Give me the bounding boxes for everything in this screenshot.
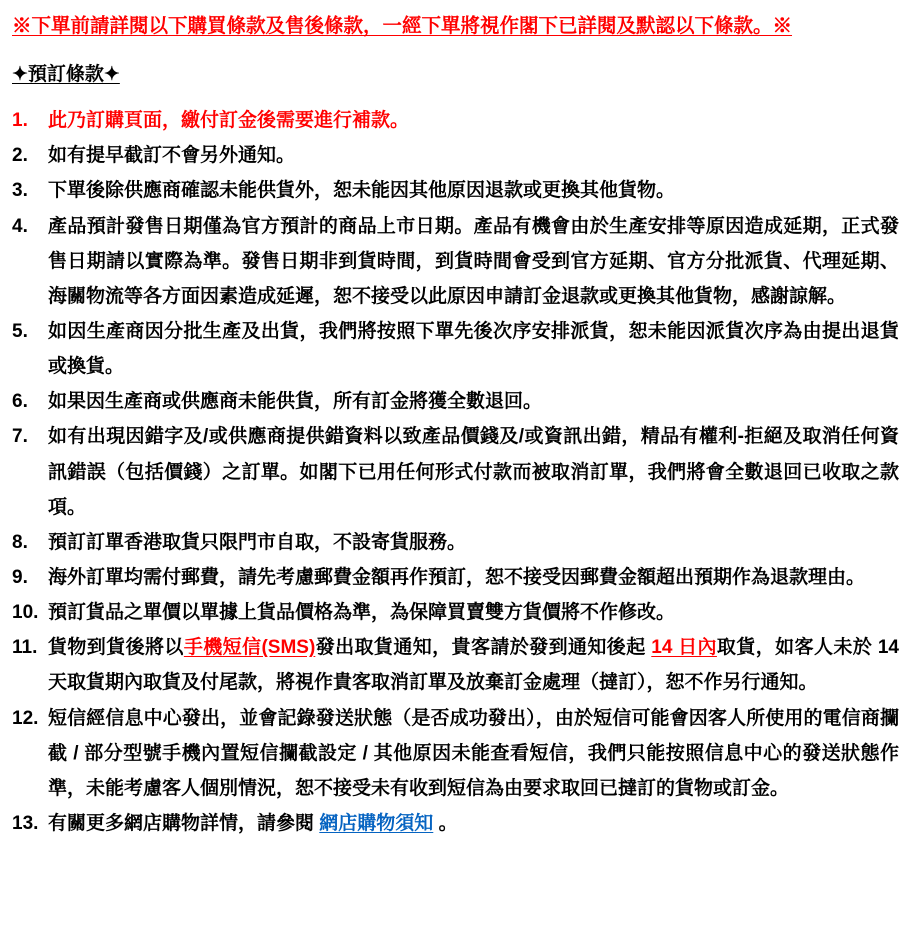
terms-list <box>12 103 899 841</box>
term-segment: 如有提早截訂不會另外通知。 <box>48 145 296 167</box>
term-text <box>48 701 899 806</box>
term-segment: 海外訂單均需付郵費，請先考慮郵費金額再作預訂，恕不接受因郵費金額超出預期作為退款理由。 <box>48 567 866 589</box>
term-segment: 如果因生產商或供應商未能供貨，所有訂金將獲全數退回。 <box>48 391 543 413</box>
term-segment: 如有出現因錯字及/或供應商提供錯資料以致產品價錢及/或資訊出錯，精品有權利-拒絕及取消任何資訊錯誤（包括價錢）之訂單。如閣下已用任何形式付款而被取消訂單，我們將會全數退回已收取之款項。 <box>48 426 899 518</box>
term-text <box>48 138 899 173</box>
term-number: 7. <box>12 426 28 448</box>
term-segment: 如因生產商因分批生產及出貨，我們將按照下單先後次序安排派貨，恕未能因派貨次序為由提出退貨或換貨。 <box>48 321 899 378</box>
term-number: 13. <box>12 813 39 835</box>
term-text <box>48 384 899 419</box>
term-segment: 短信經信息中心發出，並會記錄發送狀態（是否成功發出），由於短信可能會因客人所使用的電信商攔截 / 部分型號手機內置短信攔截設定 / 其他原因未能查看短信，我們只能按照信息中心的發送狀態作準，未能考慮客人個別情況，恕不接受未有收到短信為由要求取回已撻訂的貨物或訂金。 <box>48 707 899 799</box>
term-text <box>48 173 899 208</box>
term-segment: 產品預計發售日期僅為官方預計的商品上市日期。產品有機會由於生產安排等原因造成延期，正式發售日期請以實際為準。發售日期非到貨時間，到貨時間會受到官方延期、官方分批派貨、代理延期、海關物流等各方面因素造成延遲，恕不接受以此原因申請訂金退款或更換其他貨物，感謝諒解。 <box>48 215 899 307</box>
highlight-text: 14 日內 <box>651 637 717 659</box>
term-segment: 下單後除供應商確認未能供貨外，恕未能因其他原因退款或更換其他貨物。 <box>48 180 676 202</box>
term-number: 12. <box>12 707 39 729</box>
term-item <box>12 560 899 595</box>
term-item <box>12 314 899 384</box>
term-item <box>12 806 899 841</box>
term-segment: 。 <box>433 813 458 835</box>
term-item <box>12 701 899 806</box>
term-number: 6. <box>12 391 28 413</box>
section-heading: ✦預訂條款✦ <box>12 64 120 86</box>
term-text <box>48 314 899 384</box>
page-title: ※下單前請詳閱以下購買條款及售後條款，一經下單將視作閣下已詳閱及默認以下條款。※ <box>12 15 793 37</box>
term-item <box>12 138 899 173</box>
term-text <box>48 103 899 138</box>
term-item <box>12 384 899 419</box>
term-item <box>12 525 899 560</box>
term-text <box>48 806 899 841</box>
term-number: 10. <box>12 602 39 624</box>
term-item <box>12 419 899 524</box>
term-segment: 預訂貨品之單價以單據上貨品價格為準，為保障買賣雙方貨價將不作修改。 <box>48 602 676 624</box>
term-number: 3. <box>12 180 28 202</box>
term-text <box>48 560 899 595</box>
term-item <box>12 595 899 630</box>
term-text <box>48 595 899 630</box>
term-segment: 預訂訂單香港取貨只限門市自取，不設寄貨服務。 <box>48 531 467 553</box>
term-text <box>48 630 899 700</box>
term-number: 8. <box>12 531 28 553</box>
term-number: 4. <box>12 215 28 237</box>
term-item <box>12 630 899 700</box>
term-number: 11. <box>12 637 38 659</box>
term-text <box>48 419 899 524</box>
term-number: 2. <box>12 145 28 167</box>
term-segment: 此乃訂購頁面，繳付訂金後需要進行補款。 <box>48 110 410 132</box>
term-number: 9. <box>12 567 28 589</box>
term-item <box>12 103 899 138</box>
term-segment: 有關更多網店購物詳情，請參閱 <box>48 813 320 835</box>
term-segment: 貨物到貨後將以 <box>48 637 184 659</box>
term-number: 1. <box>12 110 28 132</box>
term-segment: 取貨，如客人未於 14 天取貨期內取貨及付尾款，將視作貴客取消訂單及放棄訂金處理（撻訂），恕不作另行通知。 <box>48 637 899 694</box>
highlight-text: 手機短信(SMS) <box>183 637 316 659</box>
term-text <box>48 209 899 314</box>
term-text <box>48 525 899 560</box>
term-segment: 發出取貨通知，貴客請於發到通知後起 <box>315 637 652 659</box>
term-item <box>12 173 899 208</box>
shop-guide-link[interactable]: 網店購物須知 <box>319 813 434 835</box>
term-item <box>12 209 899 314</box>
term-number: 5. <box>12 321 28 343</box>
